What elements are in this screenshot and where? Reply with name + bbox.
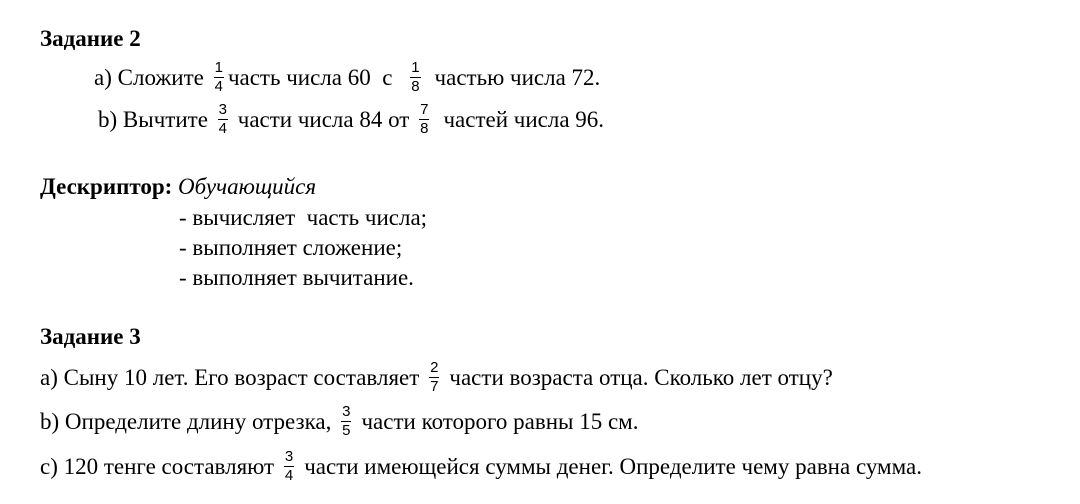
fraction-numerator: 1 [411,59,420,76]
task2-a-marker: a) [94,64,112,90]
task3-b-text1: b) Определите длину отрезка, [40,408,332,434]
descriptor-item: - выполняет вычитание. [179,265,414,290]
task3-item-c [40,448,922,486]
fraction-numerator: 2 [430,359,439,376]
task2-item-b [98,101,605,139]
task2-b-text3: частей числа 96. [443,106,605,132]
descriptor-label: Дескриптор: [40,174,173,199]
task3-item-b [40,403,639,441]
task2-title: Задание 2 [40,26,141,51]
descriptor-heading [40,173,316,201]
task2-b-text2: части числа 84 от [237,106,410,132]
descriptor-item: - вычисляет часть числа; [179,205,428,230]
task3-item-a [40,359,833,397]
fraction-numerator: 1 [214,59,223,76]
fraction-denominator: 4 [284,467,294,484]
task3-b-fraction [341,404,351,439]
task3-a-text2: части возраста отца. Сколько лет отцу? [449,364,833,390]
task3-a-fraction [429,360,439,395]
fraction-denominator: 7 [430,378,439,395]
fraction-denominator: 4 [218,120,227,137]
fraction-denominator: 8 [411,78,420,95]
task2-a-fraction1 [214,60,224,95]
descriptor-item: - выполняет сложение; [179,235,403,260]
fraction-numerator: 3 [218,101,227,118]
task2-a-text3: частью числа 72. [434,64,601,90]
task2-b-fraction1 [218,102,228,137]
task3-a-text1: a) Сыну 10 лет. Его возраст составляет [40,364,420,390]
fraction-numerator: 7 [420,101,429,118]
task2-b-text1: Вычтите [122,106,208,132]
task2-a-text2: часть числа 60 с [227,64,393,90]
fraction-denominator: 5 [342,422,351,439]
task3-b-text2: части которого равны 15 см. [361,408,639,434]
task3-c-text1: c) 120 тенге составляют [40,453,275,479]
task2-b-marker: b) [98,106,118,132]
task3-title: Задание 3 [40,324,141,349]
task3-c-text2: части имеющейся суммы денег. Определите чему равна сумма. [304,453,922,479]
fraction-denominator: 4 [214,78,223,95]
fraction-numerator: 3 [284,448,294,465]
descriptor-subject: Обучающийся [178,174,317,199]
fraction-numerator: 3 [342,403,351,420]
task2-a-fraction2 [410,60,420,95]
task2-b-fraction2 [419,102,429,137]
task3-c-fraction [284,449,294,484]
fraction-denominator: 8 [420,120,429,137]
task2-a-text1: Сложите [117,64,204,90]
task2-item-a [94,59,601,97]
